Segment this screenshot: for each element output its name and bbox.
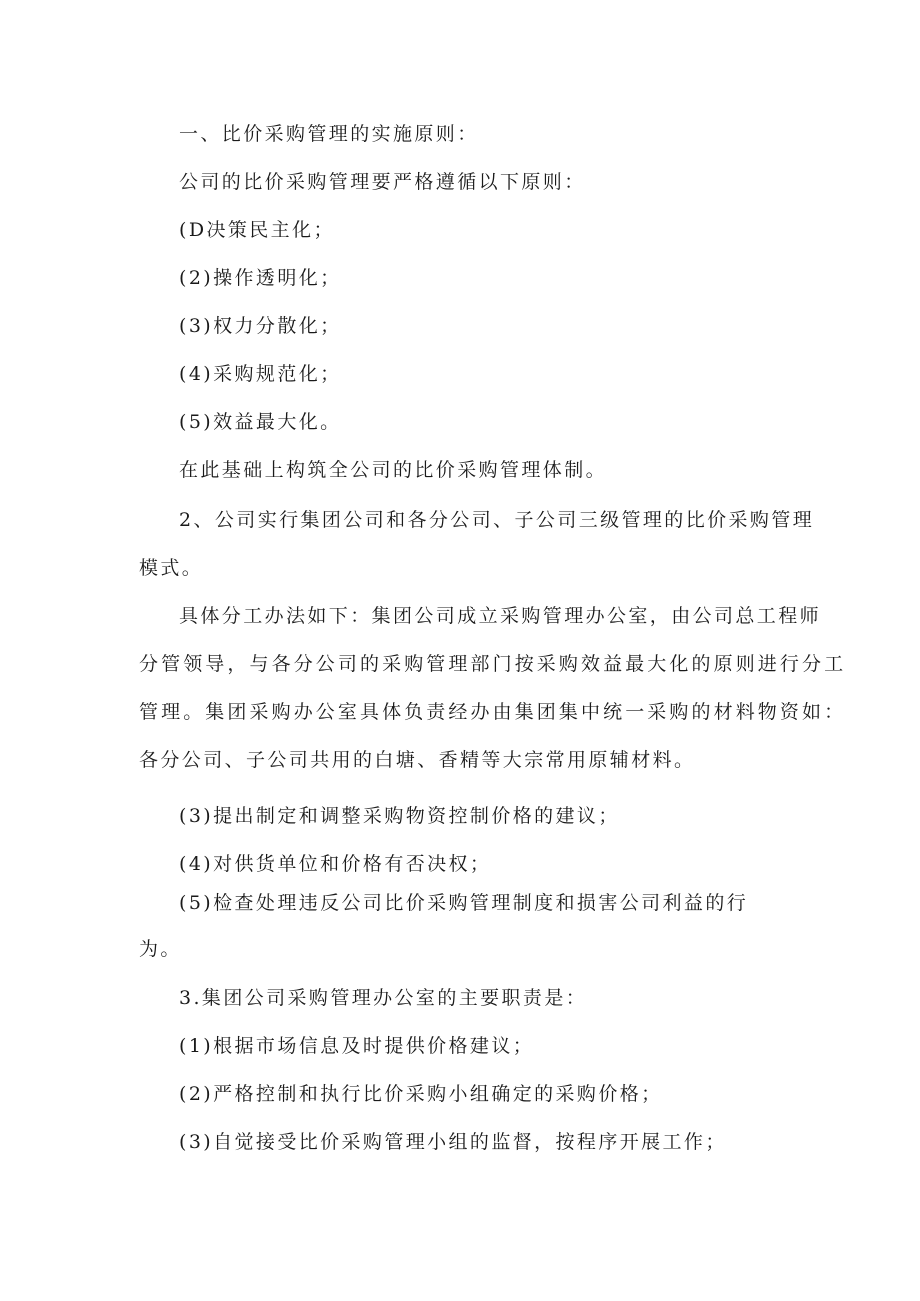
section2-item: (3)提出制定和调整采购物资控制价格的建议；	[179, 805, 620, 827]
section3-item: (3)自觉接受比价采购管理小组的监督，按程序开展工作；	[179, 1131, 727, 1153]
section2-paragraph-line: 管理。集团采购办公室具体负责经办由集团集中统一采购的材料物资如：	[139, 701, 847, 723]
principle-item: (2)操作透明化；	[179, 267, 342, 289]
section1-heading: 一、比价采购管理的实施原则：	[179, 123, 479, 145]
principle-item: (D决策民主化；	[179, 219, 335, 241]
principle-item: (5)效益最大化。	[179, 411, 342, 433]
section2-heading: 2、公司实行集团公司和各分公司、子公司三级管理的比价采购管理	[179, 509, 815, 531]
section2-paragraph-line: 各分公司、子公司共用的白塘、香精等大宗常用原辅材料。	[139, 749, 696, 771]
section2-item: (5)检查处理违反公司比价采购管理制度和损害公司利益的行	[179, 892, 749, 914]
section1-intro: 公司的比价采购管理要严格遵循以下原则：	[179, 171, 586, 193]
section3-item: (2)严格控制和执行比价采购小组确定的采购价格；	[179, 1083, 663, 1105]
principle-item: (4)采购规范化；	[179, 363, 342, 385]
section1-closing: 在此基础上构筑全公司的比价采购管理体制。	[179, 459, 608, 481]
section3-heading: 3.集团公司采购管理办公室的主要职责是：	[179, 987, 588, 1009]
principle-item: (3)权力分散化；	[179, 315, 342, 337]
section3-item: (1)根据市场信息及时提供价格建议；	[179, 1035, 535, 1057]
section2-item: (4)对供货单位和价格有否决权；	[179, 853, 492, 875]
section2-paragraph-line: 具体分工办法如下：集团公司成立采购管理办公室，由公司总工程师	[179, 605, 822, 627]
section2-heading-cont: 模式。	[139, 557, 204, 579]
section2-item-cont: 为。	[139, 938, 182, 960]
section2-paragraph-line: 分管领导，与各分公司的采购管理部门按采购效益最大化的原则进行分工	[139, 653, 847, 675]
